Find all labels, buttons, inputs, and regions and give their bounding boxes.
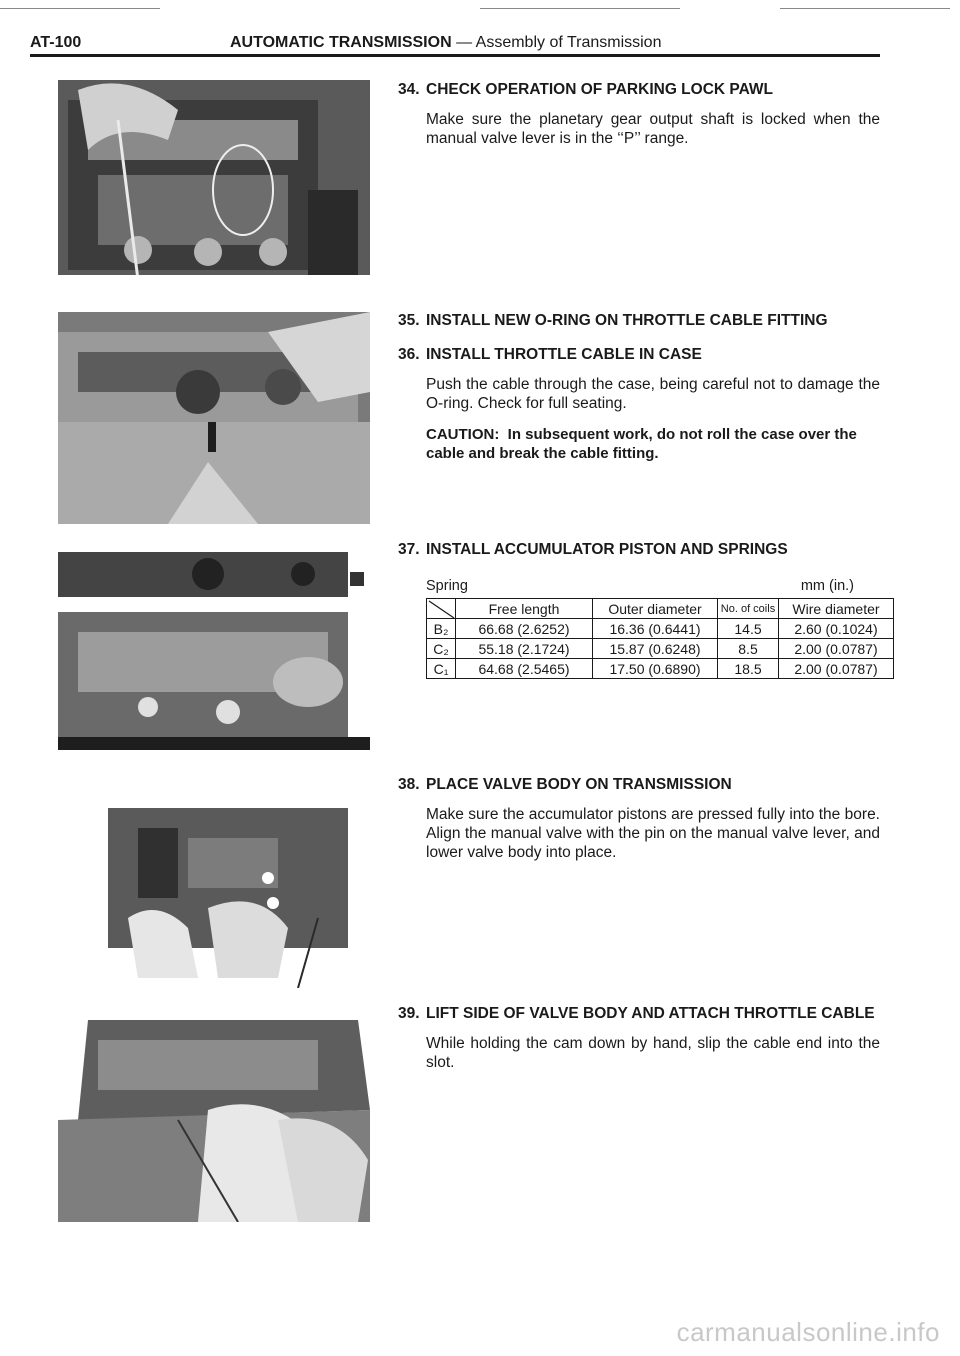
table-cell: C₁ xyxy=(427,659,456,679)
header-title xyxy=(230,34,661,52)
parking-lock-pawl-photo xyxy=(58,80,370,290)
table-row xyxy=(427,639,894,659)
table-caption: Spring xyxy=(426,578,468,594)
table-cell: B₂ xyxy=(427,619,456,639)
table-cell: 64.68 (2.5465) xyxy=(456,659,593,679)
table-cell: 2.60 (0.1024) xyxy=(779,619,894,639)
table-cell: 18.5 xyxy=(718,659,779,679)
throttle-cable-photo xyxy=(58,312,370,524)
table-cell: 8.5 xyxy=(718,639,779,659)
step-number: 39. xyxy=(398,1005,420,1022)
caution-label: CAUTION: xyxy=(426,426,500,443)
valve-body-placement-photo xyxy=(58,778,370,988)
table-cell: 2.00 (0.0787) xyxy=(779,639,894,659)
step-number: 37. xyxy=(398,541,420,558)
column-header: Free length xyxy=(456,599,593,619)
step-title: PLACE VALVE BODY ON TRANSMISSION xyxy=(426,776,732,793)
table-row xyxy=(427,659,894,679)
step-number: 38. xyxy=(398,776,420,793)
page-code: AT-100 xyxy=(30,34,82,51)
step-body: While holding the cam down by hand, slip the cable end into the slot. xyxy=(426,1035,880,1071)
table-corner-cell xyxy=(427,599,456,619)
top-dash-line xyxy=(780,8,950,9)
table-cell: 66.68 (2.6252) xyxy=(456,619,593,639)
step-title: INSTALL THROTTLE CABLE IN CASE xyxy=(426,346,702,363)
step-title: INSTALL ACCUMULATOR PISTON AND SPRINGS xyxy=(426,541,788,558)
spring-spec-table xyxy=(426,598,894,679)
table-cell: 15.87 (0.6248) xyxy=(593,639,718,659)
table-cell: 16.36 (0.6441) xyxy=(593,619,718,639)
step-body: Make sure the accumulator pistons are pressed fully into the bore. Align the manual valve with the pin on the manual valve lever, and lower valve body into place. xyxy=(426,806,880,861)
subsection-title: — Assembly of Transmission xyxy=(456,34,662,51)
column-header: Wire diameter xyxy=(779,599,894,619)
page-header xyxy=(30,30,880,58)
spring-table-caption xyxy=(426,578,868,594)
section-title: AUTOMATIC TRANSMISSION xyxy=(230,34,452,51)
table-cell: 14.5 xyxy=(718,619,779,639)
step-number: 36. xyxy=(398,346,420,363)
table-cell: 17.50 (0.6890) xyxy=(593,659,718,679)
step-38 xyxy=(398,775,880,862)
table-cell: 2.00 (0.0787) xyxy=(779,659,894,679)
step-body: Make sure the planetary gear output shaft is locked when the manual valve lever is in the ‘‘P’’ range. xyxy=(426,111,880,147)
header-rule xyxy=(30,54,880,57)
step-37 xyxy=(398,540,880,560)
step-35 xyxy=(398,311,880,331)
step-title: CHECK OPERATION OF PARKING LOCK PAWL xyxy=(426,81,774,98)
table-header-row xyxy=(427,599,894,619)
watermark: carmanualsonline.info xyxy=(676,1317,940,1347)
step-34 xyxy=(398,80,880,148)
caution-note xyxy=(426,425,880,463)
caution-text: In subsequent work, do not roll the case over the cable and break the cable fitting. xyxy=(426,426,857,462)
column-header: Outer diameter xyxy=(593,599,718,619)
step-body: Push the cable through the case, being careful not to damage the O-ring. Check for full seating. xyxy=(426,376,880,412)
table-row xyxy=(427,619,894,639)
step-title: INSTALL NEW O-RING ON THROTTLE CABLE FITTING xyxy=(426,312,828,329)
step-39 xyxy=(398,1004,880,1072)
table-cell: C₂ xyxy=(427,639,456,659)
table-unit: mm (in.) xyxy=(800,578,854,594)
column-header: No. of coils xyxy=(718,599,779,619)
table-cell: 55.18 (2.1724) xyxy=(456,639,593,659)
step-title: LIFT SIDE OF VALVE BODY AND ATTACH THROTTLE CABLE xyxy=(426,1005,875,1022)
accumulator-piston-photo xyxy=(58,542,370,750)
throttle-cable-attach-photo xyxy=(58,1000,370,1222)
top-dash-line xyxy=(480,8,680,9)
step-number: 34. xyxy=(398,81,420,98)
top-dash-line xyxy=(0,8,160,9)
step-36 xyxy=(398,345,880,463)
step-number: 35. xyxy=(398,312,420,329)
